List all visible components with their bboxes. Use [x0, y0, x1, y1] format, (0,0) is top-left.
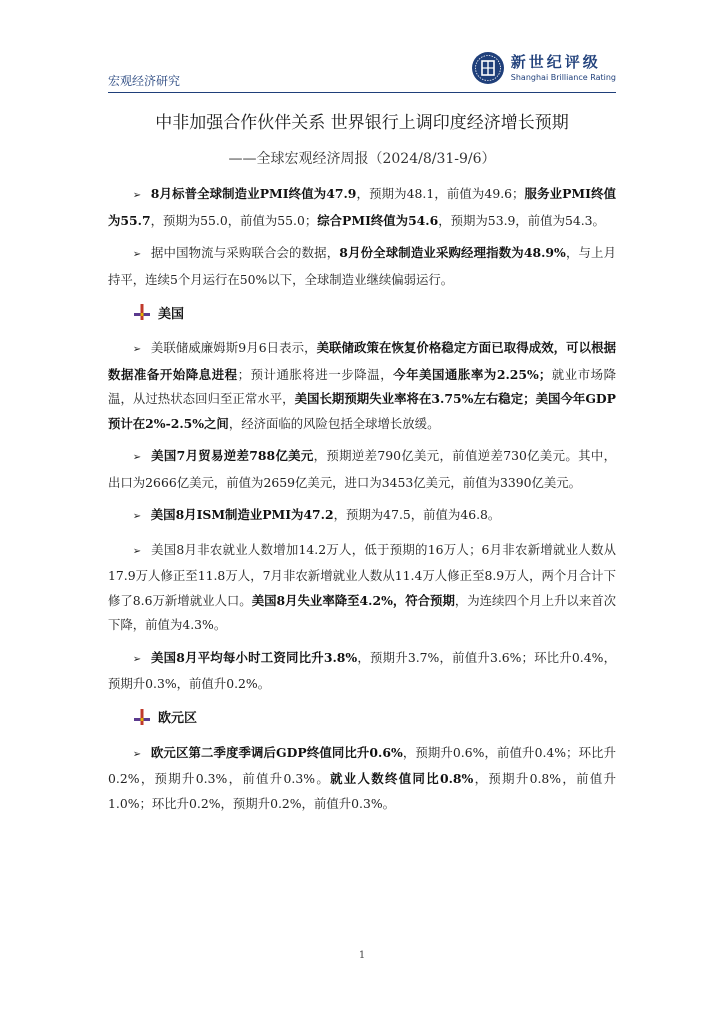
document-body: [108, 182, 616, 824]
section-heading: [134, 705, 616, 729]
text-run: ，预期逆差790亿美元，前值逆差730亿美元。其中，出口为2666亿美元，前值为2659亿美元，进口为3453亿美元，前值为3390亿美元。: [108, 448, 616, 490]
company-logo: [471, 48, 616, 88]
section-marker-icon: [134, 709, 150, 725]
text-run: 就业市场降温，从过热状态回归至正常水平，: [108, 366, 617, 406]
bold-text-run: 8月标普全球制造业PMI终值为47.9: [150, 186, 357, 201]
bold-text-run: 就业人数终值同比0.8%: [330, 771, 474, 786]
text-run: 美国8月非农就业人数增加14.2万人，低于预期的16万人；6月非农新增就业人数从17.9万人修正至11.8万人，7月非农新增就业人数从11.4万人修正至8.9万人，两个月合计下修了8.6万新增就业人口。: [108, 541, 616, 608]
logo-name-en: Shanghai Brilliance Rating: [510, 72, 616, 82]
arrow-bullet-icon: ➢: [132, 748, 142, 760]
text-run: ，为连续四个月上升以来首次下降，前值为4.3%。: [108, 592, 617, 632]
section-title: 欧元区: [158, 711, 198, 726]
bold-text-run: 美国8月平均每小时工资同比升3.8%: [150, 649, 358, 665]
bold-text-run: 美国7月贸易逆差788亿美元: [150, 448, 314, 463]
text-run: ，预期为55.0，前值为55.0；: [150, 212, 318, 228]
bullet-paragraph: [108, 538, 616, 638]
section-marker-icon: [134, 304, 150, 320]
bullet-paragraph: [108, 241, 616, 292]
text-run: ，预期升0.8%，前值升1.0%；环比升0.2%，预期升0.2%，前值升0.3%。: [108, 771, 616, 811]
bold-text-run: 美国8月ISM制造业PMI为47.2: [150, 507, 334, 522]
bold-text-run: 欧元区第二季度季调后GDP终值同比升0.6%: [150, 744, 403, 760]
logo-emblem-icon: [471, 51, 505, 85]
document-title: 中非加强合作伙伴关系 世界银行上调印度经济增长预期: [155, 113, 569, 133]
bullet-paragraph: [108, 741, 616, 817]
bullet-paragraph: [108, 444, 616, 495]
bold-text-run: 美国长期预期失业率将在3.75%左右稳定；美国今年GDP预计在2%-2.5%之间: [108, 391, 616, 431]
text-run: ，预期升0.6%，前值升0.4%；环比升0.2%，预期升0.3%，前值升0.3%。: [108, 744, 616, 786]
text-run: ，经济面临的风险包括全球增长放缓。: [228, 415, 440, 431]
header-divider: [108, 92, 616, 93]
text-run: ，预期为53.9，前值为54.3。: [438, 212, 605, 228]
arrow-bullet-icon: ➢: [132, 190, 142, 201]
arrow-bullet-icon: ➢: [132, 452, 142, 463]
text-run: ，预期升3.7%，前值升3.6%；环比升0.4%，预期升0.3%，前值升0.2%。: [108, 649, 616, 691]
arrow-bullet-icon: ➢: [132, 344, 142, 355]
bold-text-run: 美联储政策在恢复价格稳定方面已取得成效，可以根据数据准备开始降息进程: [108, 340, 616, 382]
text-run: ，与上月持平，连续5个月运行在50%以下，全球制造业继续偏弱运行。: [108, 245, 616, 287]
bold-text-run: 综合PMI终值为54.6: [317, 212, 439, 228]
bullet-paragraph: [108, 503, 616, 530]
logo-name-cn: 新世纪评级: [510, 52, 601, 71]
bullet-paragraph: [108, 182, 616, 233]
bullet-paragraph: [108, 336, 616, 436]
arrow-bullet-icon: ➢: [132, 511, 142, 522]
bold-text-run: 今年美国通胀率为2.25%；: [393, 366, 552, 382]
text-run: 据中国物流与采购联合会的数据，: [150, 245, 340, 260]
text-run: ；预计通胀将进一步降温，: [237, 366, 394, 382]
document-subtitle: ——全球宏观经济周报（2024/8/31-9/6）: [228, 151, 496, 167]
bold-text-run: 服务业PMI终值为55.7: [108, 186, 616, 228]
arrow-bullet-icon: ➢: [132, 249, 142, 260]
page-header: [108, 44, 616, 92]
arrow-bullet-icon: ➢: [132, 545, 142, 557]
arrow-bullet-icon: ➢: [132, 653, 142, 665]
page-number: 1: [358, 950, 366, 961]
bold-text-run: 美国8月失业率降至4.2%，符合预期: [251, 592, 455, 608]
section-heading: [134, 300, 616, 324]
bold-text-run: 8月份全球制造业采购经理指数为48.9%: [339, 245, 566, 260]
text-run: ，预期为47.5，前值为46.8。: [333, 507, 501, 522]
bullet-paragraph: [108, 646, 616, 697]
section-title: 美国: [158, 306, 185, 322]
report-category: 宏观经济研究: [108, 74, 181, 88]
text-run: ，预期为48.1，前值为49.6；: [356, 186, 525, 201]
text-run: 美联储威廉姆斯9月6日表示，: [150, 340, 317, 355]
